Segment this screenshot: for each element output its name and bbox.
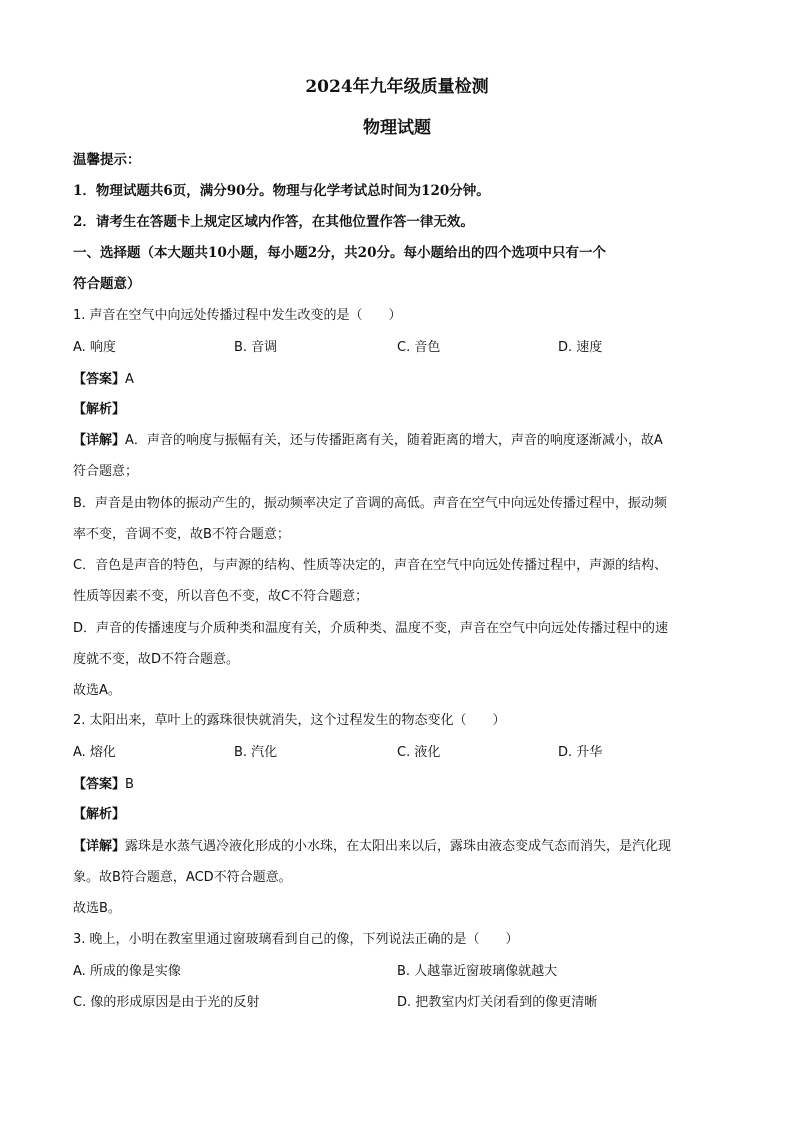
detail-line: D．声音的传播速度与介质种类和温度有关，介质种类、温度不变，声音在空气中向远处传播过程中的速 <box>73 621 669 636</box>
question-stem: 2. 太阳出来，草叶上的露珠很快就消失，这个过程发生的物态变化（ ） <box>73 713 506 728</box>
detail-tag: 【详解】 <box>73 433 126 448</box>
option-d: D. 把教室内灯关闭看到的像更清晰 <box>397 995 598 1010</box>
option-a: A. 响度 <box>73 340 116 355</box>
detail-text: 露珠是水蒸气遇冷液化形成的小水珠，在太阳出来以后，露珠由液态变成气态而消失，是汽化现 <box>125 839 672 854</box>
detail-line: 符合题意； <box>73 464 139 479</box>
option-c: C. 像的形成原因是由于光的反射 <box>73 995 260 1010</box>
notice-item: 2．请考生在答题卡上规定区域内作答，在其他位置作答一律无效。 <box>73 214 474 230</box>
detail-line: 度就不变，故D不符合题意。 <box>73 652 240 667</box>
option-a: A. 熔化 <box>73 745 116 760</box>
detail-line <box>73 431 723 451</box>
section-heading: 一、选择题（本大题共10小题，每小题2分，共20分。每小题给出的四个选项中只有一个 <box>73 245 606 261</box>
conclusion-line: 故选A。 <box>73 683 121 698</box>
option-b: B. 人越靠近窗玻璃像就越大 <box>397 964 558 979</box>
detail-line: 象。故B符合题意，ACD不符合题意。 <box>73 870 292 885</box>
page-subtitle: 物理试题 <box>363 118 431 138</box>
detail-line <box>73 837 723 857</box>
detail-text: A．声音的响度与振幅有关，还与传播距离有关，随着距离的增大，声音的响度逐渐减小，故A <box>125 433 663 448</box>
option-b: B. 音调 <box>234 340 278 355</box>
detail-line: C．音色是声音的特色，与声源的结构、性质等决定的，声音在空气中向远处传播过程中，声源的结构、 <box>73 558 668 573</box>
analysis-tag: 【解析】 <box>73 807 126 822</box>
option-c: C. 液化 <box>397 745 441 760</box>
conclusion-line: 故选B。 <box>73 901 121 916</box>
notice-heading: 温馨提示： <box>73 152 141 168</box>
option-c: C. 音色 <box>397 340 441 355</box>
question-stem: 3. 晚上，小明在教室里通过窗玻璃看到自己的像，下列说法正确的是（ ） <box>73 932 519 947</box>
answer-tag: 【答案】 <box>73 372 126 387</box>
option-b: B. 汽化 <box>234 745 278 760</box>
answer-line <box>73 369 723 390</box>
detail-line: B．声音是由物体的振动产生的，振动频率决定了音调的高低。声音在空气中向远处传播过程中，振动频 <box>73 496 667 511</box>
question-stem: 1. 声音在空气中向远处传播过程中发生改变的是（ ） <box>73 308 402 323</box>
page-title: 2024年九年级质量检测 <box>305 77 489 97</box>
notice-item: 1．物理试题共6页，满分90分。物理与化学考试总时间为120分钟。 <box>73 183 490 199</box>
detail-tag: 【详解】 <box>73 839 126 854</box>
answer-tag: 【答案】 <box>73 777 126 792</box>
analysis-tag: 【解析】 <box>73 402 126 417</box>
section-heading-cont: 符合题意） <box>73 276 141 292</box>
option-d: D. 升华 <box>558 745 603 760</box>
answer-value: B <box>125 777 134 792</box>
option-d: D. 速度 <box>558 340 603 355</box>
detail-line: 率不变，音调不变，故B不符合题意； <box>73 527 290 542</box>
detail-line: 性质等因素不变，所以音色不变，故C不符合题意； <box>73 589 369 604</box>
option-a: A. 所成的像是实像 <box>73 964 181 979</box>
answer-value: A <box>125 372 134 387</box>
answer-line <box>73 774 723 795</box>
